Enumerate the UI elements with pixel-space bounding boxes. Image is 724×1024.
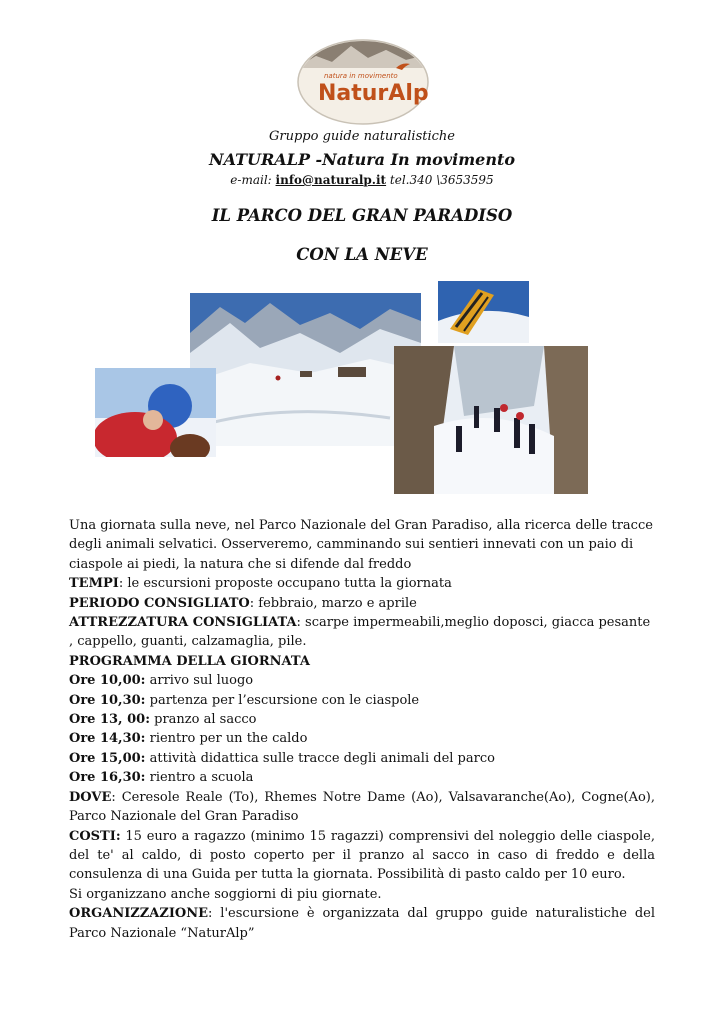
programma-heading: PROGRAMMA DELLA GIORNATA <box>69 653 310 669</box>
tempi-text: : le escursioni proposte occupano tutta la giornata <box>118 576 452 592</box>
schedule-row <box>69 691 655 710</box>
logo-tagline: natura in movimento <box>324 72 398 80</box>
photo-child-in-snow <box>95 368 216 457</box>
schedule-activity: rientro a scuola <box>145 770 254 786</box>
periodo-text: : febbraio, marzo e aprile <box>249 595 417 611</box>
schedule-time: Ore 15,00: <box>69 750 146 766</box>
schedule-row <box>69 768 655 787</box>
contact-line <box>0 173 724 187</box>
email-link[interactable]: info@naturalp.it <box>275 173 387 187</box>
dove-text: : Ceresole Reale (To), Rhemes Notre Dame (Ao), Valsavaranche(Ao), Cogne(Ao), Parco Nazionale del Gran Paradiso <box>69 789 655 825</box>
costi-line <box>69 827 655 885</box>
organization-name: NATURALP -Natura In movimento <box>208 150 516 169</box>
intro-paragraph: Una giornata sulla neve, nel Parco Nazionale del Gran Paradiso, alla ricerca delle tracce degli animali selvatici. Osserveremo, camminando sui sentieri innevati con un paio di ciaspole ai piedi, la natura che si difende dal freddo <box>69 518 653 572</box>
organizzazione-text: : l'escursione è organizzata dal gruppo guide naturalistiche del Parco Nazionale “NaturAlp” <box>69 906 655 941</box>
schedule-row <box>69 729 655 748</box>
photo-snowshoe <box>438 281 529 343</box>
subtitle: Gruppo guide naturalistiche <box>269 129 455 144</box>
periodo-line <box>69 594 655 613</box>
tempi-label: TEMPI <box>69 576 119 592</box>
photo-snowy-valley <box>190 293 421 446</box>
schedule-row <box>69 710 655 729</box>
page-title: IL PARCO DEL GRAN PARADISO <box>211 206 513 225</box>
email-label: e-mail: <box>230 173 276 187</box>
tempi-line <box>69 574 655 593</box>
schedule-activity: attività didattica sulle tracce degli animali del parco <box>145 750 495 766</box>
schedule-time: Ore 14,30: <box>69 731 146 747</box>
schedule-time: Ore 13, 00: <box>69 712 151 728</box>
schedule-row <box>69 671 655 690</box>
organizzazione-label: ORGANIZZAZIONE <box>69 906 209 922</box>
program-description <box>69 516 655 943</box>
schedule-activity: arrivo sul luogo <box>145 673 254 689</box>
page-subtitle: CON LA NEVE <box>296 245 428 264</box>
naturalp-logo <box>296 38 430 126</box>
organizzazione-line <box>69 904 655 943</box>
schedule-time: Ore 10,30: <box>69 692 146 708</box>
schedule-time: Ore 10,00: <box>69 673 146 689</box>
costi-label: COSTI: <box>69 828 121 844</box>
photo-group-snowshoeing <box>394 346 588 494</box>
periodo-label: PERIODO CONSIGLIATO <box>69 595 250 611</box>
attrezzatura-text: : scarpe impermeabili,meglio doposci, giacca pesante , cappello, guanti, calzamaglia, pile. <box>69 615 651 650</box>
dove-line <box>69 788 655 827</box>
schedule-time: Ore 16,30: <box>69 770 146 786</box>
attrezzatura-line <box>69 613 655 652</box>
logo-brand: NaturAlp <box>318 81 429 106</box>
dove-label: DOVE <box>69 789 112 805</box>
phone-number: tel.340 \3653595 <box>386 173 494 187</box>
schedule-activity: partenza per l’escursione con le ciaspole <box>145 692 420 708</box>
schedule-activity: pranzo al sacco <box>150 712 257 728</box>
schedule-row <box>69 749 655 768</box>
attrezzatura-label: ATTREZZATURA CONSIGLIATA <box>69 615 297 631</box>
soggiorni-line: Si organizzano anche soggiorni di piu giornate. <box>69 886 382 902</box>
costi-text: 15 euro a ragazzo (minimo 15 ragazzi) comprensivi del noleggio delle ciaspole, del te' al caldo, di posto coperto per il pranzo al sacco in caso di freddo e della consulenza di una Guida per tutta la giornata. Possibilità di pasto caldo per 10 euro. <box>69 828 655 883</box>
schedule-activity: rientro per un the caldo <box>145 731 308 747</box>
